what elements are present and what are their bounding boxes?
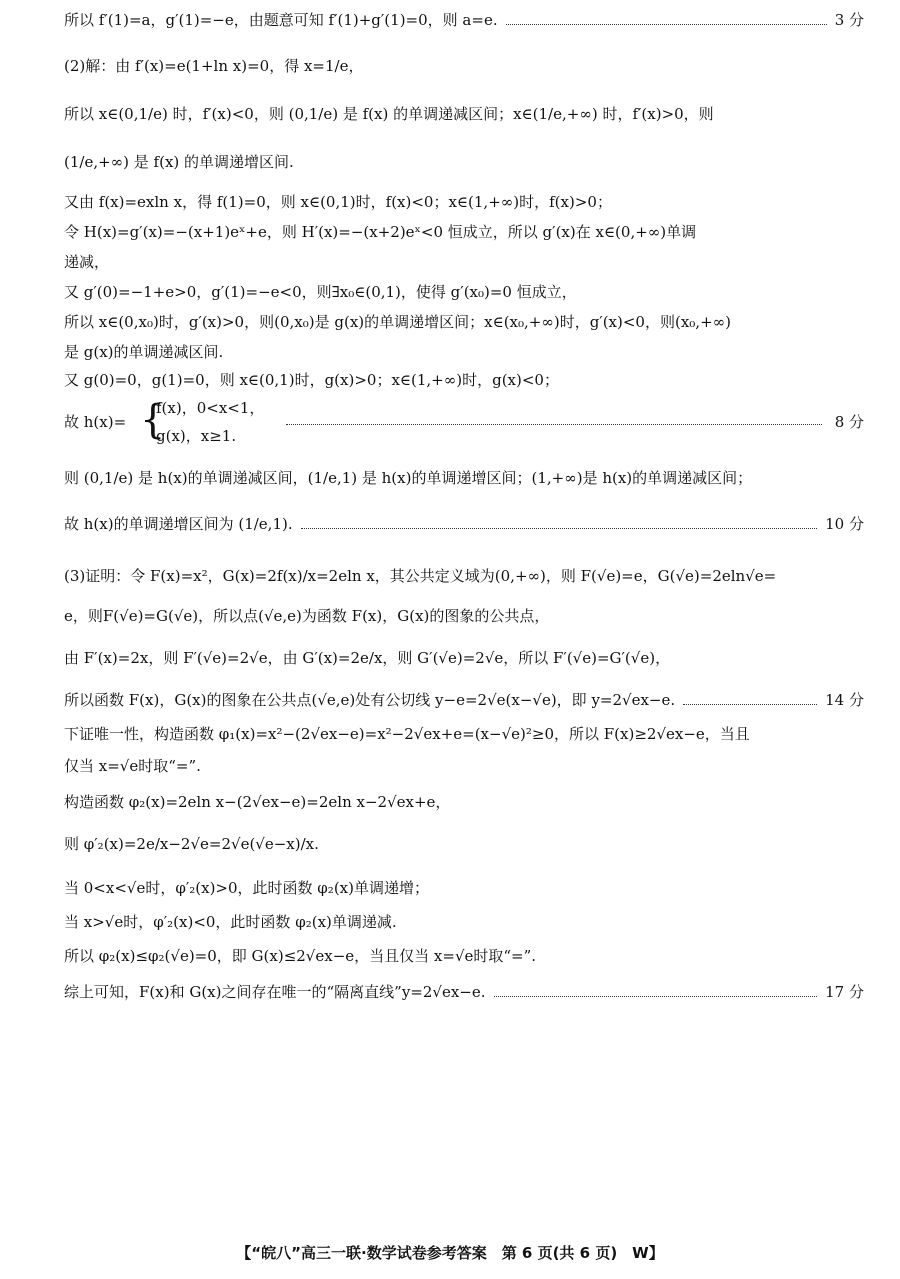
text-line: (2)解：由 f′(x)=e(1+ln x)=0，得 x=1/e， — [64, 57, 364, 75]
page-footer: 【“皖八”高三一联·数学试卷参考答案 第 6 页(共 6 页) W】 — [236, 1244, 664, 1262]
text-line: 递减， — [64, 253, 110, 271]
text-line: 又 g′(0)=−1+e>0，g′(1)=−e<0，则∃x₀∈(0,1)，使得 g′(x₀)=0 恒成立， — [64, 283, 577, 301]
text-line: 综上可知，F(x)和 G(x)之间存在唯一的“隔离直线”y=2√ex−e. 17 分 — [64, 983, 864, 1001]
brace-symbol: { — [140, 397, 166, 443]
text-line: 下证唯一性，构造函数 φ₁(x)=x²−(2√ex−e)=x²−2√ex+e=(x−√e)²≥0，所以 F(x)≥2√ex−e，当且 — [64, 725, 750, 743]
text-line: 所以 f′(1)=a，g′(1)=−e，由题意可知 f′(1)+g′(1)=0，则 a=e. 3 分 — [64, 11, 864, 29]
text-line: 故 h(x)的单调递增区间为 (1/e,1). 10 分 — [64, 515, 864, 533]
text-line: 则 (0,1/e) 是 h(x)的单调递减区间，(1/e,1) 是 h(x)的单调递增区间；(1,+∞)是 h(x)的单调递减区间； — [64, 469, 753, 487]
score-mark: 8 分 — [834, 413, 864, 431]
text-line: 所以函数 F(x)，G(x)的图象在公共点(√e,e)处有公切线 y−e=2√e(x−√e)，即 y=2√ex−e. 14 分 — [64, 691, 864, 709]
text-line: 则 φ′₂(x)=2e/x−2√e=2√e(√e−x)/x. — [64, 835, 319, 853]
score-mark: 3 分 — [834, 11, 864, 29]
text-line: 是 g(x)的单调递减区间. — [64, 343, 224, 361]
piecewise-definition: 故 h(x)= { f(x)，0<x<1， g(x)，x≥1. 8 分 — [64, 397, 864, 445]
text-line: 构造函数 φ₂(x)=2eln x−(2√ex−e)=2eln x−2√ex+e， — [64, 793, 451, 811]
text-line: 又由 f(x)=exln x，得 f(1)=0，则 x∈(0,1)时，f(x)<0；x∈(1,+∞)时，f(x)>0； — [64, 193, 612, 211]
score-mark: 14 分 — [825, 691, 864, 709]
text-line: 仅当 x=√e时取“=”. — [64, 757, 201, 775]
text-line: (3)证明：令 F(x)=x²，G(x)=2f(x)/x=2eln x，其公共定义域为(0,+∞)，则 F(√e)=e，G(√e)=2eln√e= — [64, 567, 777, 585]
score-mark: 10 分 — [825, 515, 864, 533]
text-line: e，则F(√e)=G(√e)，所以点(√e,e)为函数 F(x)，G(x)的图象的公共点， — [64, 607, 550, 625]
text-line: 又 g(0)=0，g(1)=0，则 x∈(0,1)时，g(x)>0；x∈(1,+∞)时，g(x)<0； — [64, 371, 559, 389]
text-line: 所以 φ₂(x)≤φ₂(√e)=0，即 G(x)≤2√ex−e，当且仅当 x=√e时取“=”. — [64, 947, 537, 965]
text-line: 当 0<x<√e时，φ′₂(x)>0，此时函数 φ₂(x)单调递增； — [64, 879, 429, 897]
text-line: 令 H(x)=g′(x)=−(x+1)eˣ+e，则 H′(x)=−(x+2)eˣ<0 恒成立，所以 g′(x)在 x∈(0,+∞)单调 — [64, 223, 697, 241]
text-line: (1/e,+∞) 是 f(x) 的单调递增区间. — [64, 153, 294, 171]
dotted-leader — [286, 424, 822, 425]
score-mark: 17 分 — [825, 983, 864, 1001]
text-line: 所以 x∈(0,x₀)时，g′(x)>0，则(0,x₀)是 g(x)的单调递增区间；x∈(x₀,+∞)时，g′(x)<0，则(x₀,+∞) — [64, 313, 731, 331]
text-line: 由 F′(x)=2x，则 F′(√e)=2√e，由 G′(x)=2e/x，则 G′(√e)=2√e，所以 F′(√e)=G′(√e)， — [64, 649, 671, 667]
text-line: 当 x>√e时，φ′₂(x)<0，此时函数 φ₂(x)单调递减. — [64, 913, 397, 931]
text-line: 所以 x∈(0,1/e) 时，f′(x)<0，则 (0,1/e) 是 f(x) 的单调递减区间；x∈(1/e,+∞) 时，f′(x)>0，则 — [64, 105, 714, 123]
